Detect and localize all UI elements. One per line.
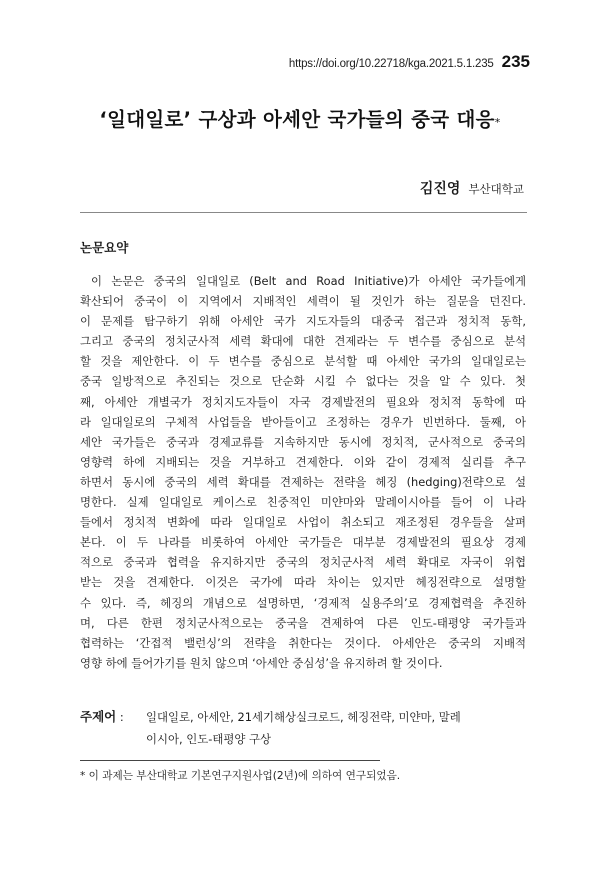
abstract-line: 들에서 정치적 변화에 따라 일대일로 사업이 취소되고 재조정된 경우들을 살펴 <box>80 515 526 530</box>
keywords-line-2: 이시아, 인도-태평양 구상 <box>146 732 272 746</box>
abstract-heading: 논문요약 <box>80 240 129 255</box>
abstract-line: 영향 하에 들어가기를 원치 않으며 ‘아세안 중심성’을 유지하려 할 것이다. <box>80 655 443 670</box>
author-name: 김진영 <box>419 181 461 197</box>
footnote: * 이 과제는 부산대학교 기본연구지원사업(2년)에 의하여 연구되었음. <box>80 770 401 782</box>
abstract-line: 라 일대일로의 구체적 사업들을 받아들이고 조정하는 경우가 빈번하다. 둘째, 아 <box>80 414 526 429</box>
abstract-line: 그리고 중국의 정치군사적 세력 확대에 대한 견제라는 두 변수를 중심으로 분석 <box>80 334 526 349</box>
abstract-line: 명한다. 실제 일대일로 케이스로 친중적인 미얀마와 말레이시아를 들어 이 나라 <box>80 495 526 510</box>
abstract-line: 영향력 하에 지배되는 것을 거부하고 견제한다. 이와 같이 경제적 실리를 추구 <box>80 454 526 469</box>
abstract-line: 이 문제를 탐구하기 위해 아세안 국가 지도자들의 대중국 접근과 정치적 동학, <box>80 314 526 329</box>
title-footnote-mark: * <box>494 116 501 129</box>
abstract-line: 세안 국가들은 중국과 경제교류를 지속하지만 동시에 정치적, 군사적으로 중국의 <box>80 434 526 449</box>
paper-title-text: ‘일대일로’ 구상과 아세안 국가들의 중국 대응 <box>99 108 495 131</box>
abstract-line: 중국 일방적으로 추진되는 것으로 단순화 시킬 수 없다는 것을 알 수 있다. 첫 <box>80 374 526 389</box>
abstract-line: 적으로 중국과 협력을 유지하지만 중국의 정치군사적 세력 확대로 자국이 위협 <box>80 555 526 570</box>
abstract-line: 받는 것을 견제한다. 이것은 국가에 따라 차이는 있지만 헤징전략으로 설명할 <box>80 575 526 590</box>
abstract-line: 하면서 동시에 중국의 세력 확대를 견제하는 전략을 헤징 (hedging)전략으로 설 <box>80 474 526 489</box>
keywords-line-1: 일대일로, 아세안, 21세기해상실크로드, 헤징전략, 미얀마, 말레 <box>146 710 461 724</box>
abstract-line: 수 있다. 즉, 헤징의 개념으로 설명하면, ‘경제적 실용주의’로 경제협력을 추진하 <box>80 595 526 610</box>
paper-title <box>0 104 600 132</box>
running-header <box>289 52 530 72</box>
abstract-body <box>80 271 526 673</box>
abstract-line: 할 것을 제안한다. 이 두 변수를 중심으로 분석할 때 아세안 국가의 일대일로는 <box>80 354 526 369</box>
keywords-label: 주제어 <box>80 709 117 724</box>
doi-link[interactable]: https://doi.org/10.22718/kga.2021.5.1.235 <box>288 58 494 70</box>
abstract-line: 이 논문은 중국의 일대일로 (Belt and Road Initiative)가 아세안 국가들에게 <box>91 274 526 288</box>
abstract-line: 협력하는 ‘간접적 밸런싱’의 전략을 취한다는 것이다. 아세안은 중국의 지배적 <box>80 635 526 650</box>
header-divider <box>80 212 527 213</box>
keywords-block <box>80 706 530 750</box>
author-affiliation: 부산대학교 <box>468 182 524 196</box>
keywords-separator: : <box>119 710 124 724</box>
abstract-line: 본다. 이 두 나라를 비롯하여 아세안 국가들은 대부분 경제발전의 필요상 경제 <box>80 535 526 550</box>
abstract-line: 확산되어 중국이 이 지역에서 지배적인 세력이 될 것인가 하는 질문을 던진다. <box>80 294 526 309</box>
footnote-divider <box>80 760 380 761</box>
abstract-line: 며, 다른 한편 정치군사적으로는 중국을 견제하여 다른 인도-태평양 국가들과 <box>80 615 526 630</box>
abstract-line: 째, 아세안 개별국가 정치지도자들이 자국 경제발전의 필요와 정치적 동학에 따 <box>80 394 526 409</box>
author-block <box>420 178 524 198</box>
page-number: 235 <box>501 52 530 71</box>
